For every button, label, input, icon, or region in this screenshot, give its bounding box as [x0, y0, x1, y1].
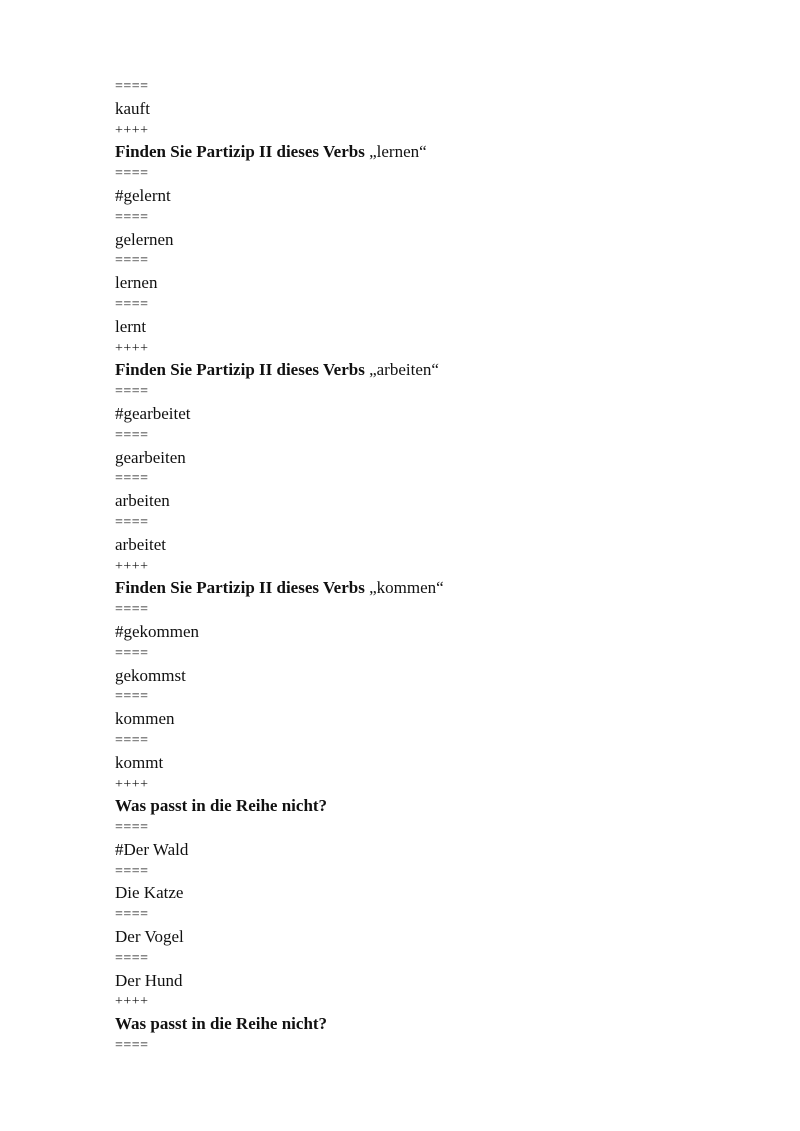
question-line	[115, 577, 715, 599]
answer-separator: ====	[115, 514, 149, 530]
answer-option: Der Vogel	[115, 927, 184, 947]
question-separator: ++++	[115, 340, 149, 356]
answer-separator: ====	[115, 689, 149, 705]
answer-option: gearbeiten	[115, 447, 186, 467]
question-separator: ++++	[115, 558, 149, 574]
answer-option: gelernen	[115, 229, 174, 249]
question-text: Finden Sie Partizip II dieses Verbs	[115, 578, 370, 598]
answer-separator: ====	[115, 820, 149, 836]
answer-option: kauft	[115, 98, 150, 118]
answer-option: kommt	[115, 752, 164, 772]
question-separator: ++++	[115, 994, 149, 1010]
answer-separator: ====	[115, 209, 149, 225]
answer-separator: ====	[115, 907, 149, 923]
correct-answer-option: #gekommen	[115, 621, 200, 641]
correct-answer-option: #gelernt	[115, 185, 171, 205]
answer-separator: ====	[115, 166, 149, 182]
answer-option: Der Hund	[115, 970, 183, 990]
answer-separator: ====	[115, 253, 149, 269]
question-line	[115, 795, 715, 817]
question-line	[115, 1013, 715, 1035]
answer-separator: ====	[115, 427, 149, 443]
answer-separator: ====	[115, 863, 149, 879]
question-separator: ++++	[115, 122, 149, 138]
answer-separator: ====	[115, 384, 149, 400]
question-text: Finden Sie Partizip II dieses Verbs	[115, 142, 370, 162]
correct-answer-option: #gearbeitet	[115, 403, 191, 423]
answer-separator: ====	[115, 79, 149, 94]
answer-separator: ====	[115, 296, 149, 312]
question-line	[115, 359, 715, 381]
answer-separator: ====	[115, 645, 149, 661]
answer-option: arbeiten	[115, 491, 170, 511]
answer-separator: ====	[115, 732, 149, 748]
question-separator: ++++	[115, 776, 149, 792]
answer-option: lernen	[115, 273, 158, 293]
answer-option: Die Katze	[115, 883, 184, 903]
question-verb: „lernen“	[369, 142, 427, 162]
answer-separator: ====	[115, 1038, 149, 1054]
question-verb: „arbeiten“	[369, 360, 439, 380]
answer-separator: ====	[115, 471, 149, 487]
answer-separator: ====	[115, 950, 149, 966]
document-page	[115, 76, 715, 1057]
answer-option: arbeitet	[115, 534, 166, 554]
answer-option: lernt	[115, 316, 147, 336]
correct-answer-option: #Der Wald	[115, 839, 189, 859]
question-text: Finden Sie Partizip II dieses Verbs	[115, 360, 370, 380]
answer-option: kommen	[115, 709, 175, 729]
question-text: Was passt in die Reihe nicht?	[115, 796, 328, 816]
answer-separator: ====	[115, 602, 149, 618]
question-line	[115, 141, 715, 163]
answer-option: gekommst	[115, 665, 186, 685]
question-text: Was passt in die Reihe nicht?	[115, 1014, 328, 1034]
question-verb: „kommen“	[369, 578, 444, 598]
